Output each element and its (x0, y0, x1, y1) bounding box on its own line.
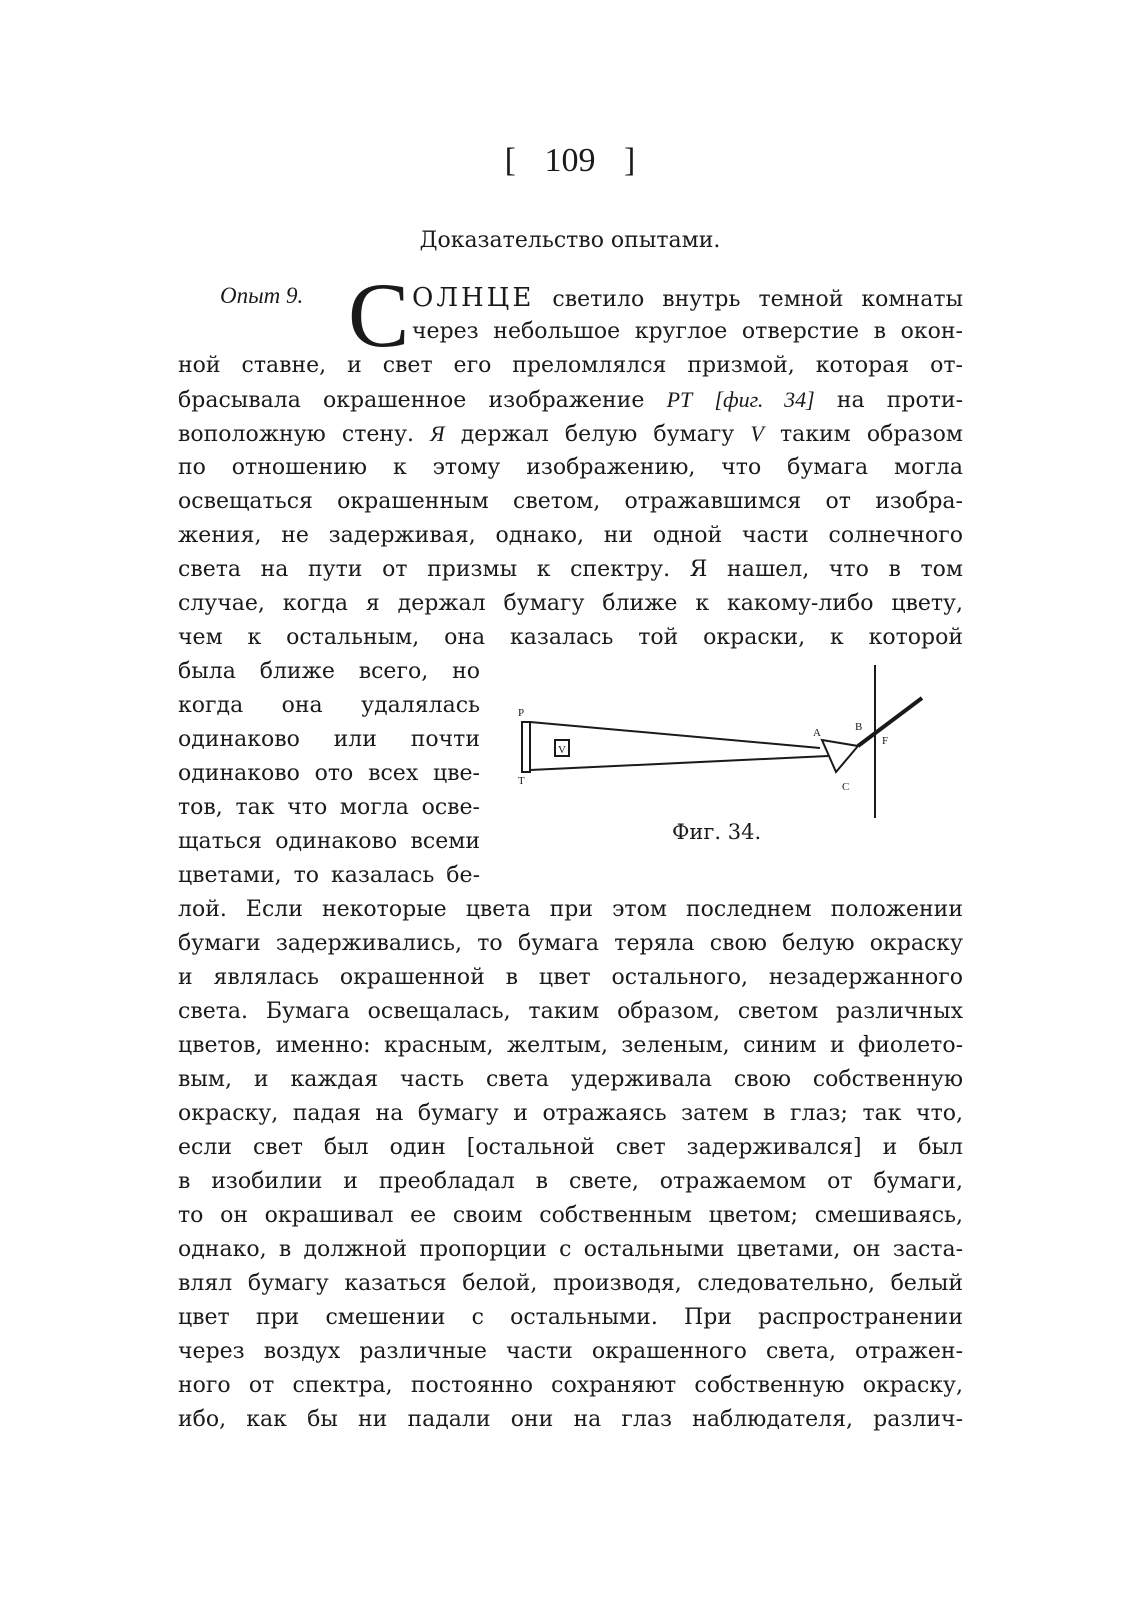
line-part: брасывала окрашенное изображение (178, 388, 645, 413)
text-line: света на пути от призмы к спектру. Я нашел, что в том (178, 557, 963, 582)
page-number: [ 109 ] (504, 142, 636, 179)
text-line: цвет при смешении с остальными. При распространении (178, 1305, 963, 1330)
text-line: чем к остальным, она казалась той окраски, к которой (178, 625, 963, 650)
ray-upper (530, 722, 820, 748)
screen-pt (522, 722, 530, 772)
text-line: окраску, падая на бумагу и отражаясь затем в глаз; так что, (178, 1101, 963, 1126)
label-b: B (855, 721, 863, 733)
text-line: и являлась окрашенной в цвет остального, незадержанного (178, 965, 963, 990)
ray-lower (530, 756, 828, 770)
text-line: в изобилии и преобладал в свете, отражаемом от бумаги, (178, 1169, 963, 1194)
line-part: таким образом (779, 422, 963, 447)
figure-reference: [фиг. 34] (714, 387, 815, 412)
text-line: вым, и каждая часть света удерживала свою собственную (178, 1067, 963, 1092)
text-line: цветов, именно: красным, желтым, зеленым, синим и фиолето- (178, 1033, 963, 1058)
text-line: бумаги задерживались, то бумага теряла свою белую окраску (178, 931, 963, 956)
text-line: лой. Если некоторые цвета при этом последнем положении (178, 897, 963, 922)
text-line: через небольшое круглое отверстие в окон- (412, 319, 963, 344)
label-p: P (518, 707, 525, 719)
text-line: щаться одинаково всеми (178, 829, 480, 854)
incoming-light (858, 698, 922, 746)
line-part: воположную стену. (178, 422, 415, 447)
line-part: Я (430, 421, 445, 446)
text-line: ной ставне, и свет его преломлялся призмой, которая от- (178, 353, 963, 378)
text-line: то он окрашивал ее своим собственным цветом; смешиваясь, (178, 1203, 963, 1228)
text-line (178, 383, 963, 417)
text-line: одинаково или почти (178, 727, 480, 752)
section-heading: Доказательство опытами. (419, 228, 721, 253)
text-line: когда она удалялась (178, 693, 480, 718)
text-line: одинаково ото всех цве- (178, 761, 480, 786)
text-line: освещаться окрашенным светом, отражавшимся от изобра- (178, 489, 963, 514)
figure-label-pt: PT (666, 387, 693, 412)
first-word-caps: ОЛНЦЕ (412, 283, 535, 313)
line-part: держал белую бумагу (460, 422, 735, 447)
text-line: ибо, как бы ни падали они на глаз наблюдателя, различ- (178, 1407, 963, 1432)
paper-label-v: V (750, 421, 764, 446)
text-line: тов, так что могла осве- (178, 795, 480, 820)
text-line: ного от спектра, постоянно сохраняют собственную окраску, (178, 1373, 963, 1398)
label-v: V (558, 744, 566, 756)
text-line: влял бумагу казаться белой, производя, следовательно, белый (178, 1271, 963, 1296)
figure-caption: Фиг. 34. (672, 820, 762, 844)
experiment-label: Опыт 9. (220, 283, 304, 308)
text-line: однако, в должной пропорции с остальными цветами, он заста- (178, 1237, 963, 1262)
line-part: на проти- (836, 388, 964, 413)
text-line: цветами, то казалась бе- (178, 863, 480, 888)
first-line-rest: светило внутрь темной комнаты (552, 287, 963, 312)
text-line: по отношению к этому изображению, что бумага могла (178, 455, 963, 480)
text-line: случае, когда я держал бумагу ближе к какому-либо цвету, (178, 591, 963, 616)
label-f: F (882, 735, 889, 747)
text-line: через воздух различные части окрашенного света, отражен- (178, 1339, 963, 1364)
text-line: была ближе всего, но (178, 659, 480, 684)
text-line: света. Бумага освещалась, таким образом, светом различных (178, 999, 963, 1024)
text-line (178, 417, 963, 451)
text-line: жения, не задерживая, однако, ни одной части солнечного (178, 523, 963, 548)
label-c: C (842, 781, 850, 793)
text-line (412, 281, 963, 315)
label-t: T (518, 775, 525, 787)
drop-cap: С (348, 264, 410, 366)
text-line: если свет был один [остальной свет задерживался] и был (178, 1135, 963, 1160)
label-a: A (813, 727, 821, 739)
